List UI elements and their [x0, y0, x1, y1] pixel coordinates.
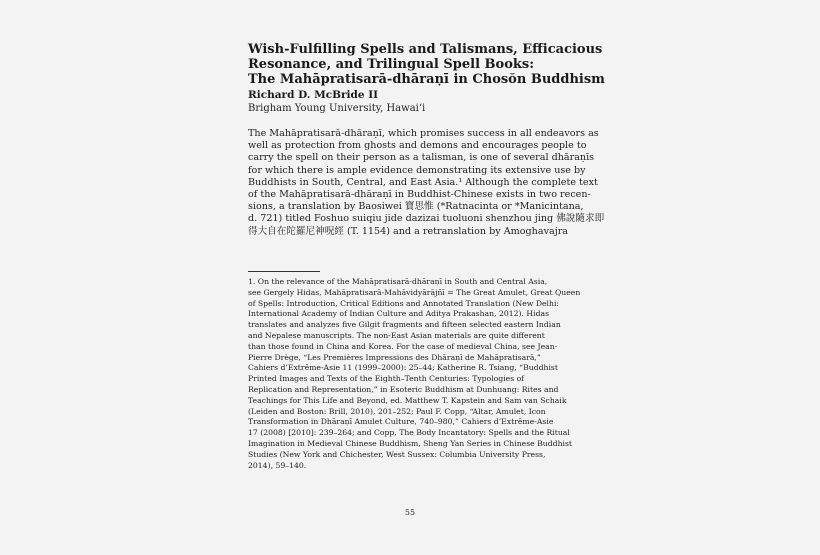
footnote-line: Pierre Drège, “Les Premières Impressions des Dhāraṇī de Mahāpratisarā,” — [248, 352, 541, 362]
author-affiliation: Brigham Young University, Hawai‘i — [248, 103, 426, 114]
footnote-line: Transformation in Dhāraṇī Amulet Culture, 740–980,” Cahiers d’Extrême-Asie — [248, 417, 554, 427]
footnote-line: International Academy of Indian Culture and Aditya Prakashan, 2012). Hidas — [248, 309, 550, 319]
footnote-line: than those found in China and Korea. For the case of medieval China, see Jean- — [248, 341, 558, 351]
footnote-line: Studies (New York and Chichester, West Sussex: Columbia University Press, — [248, 449, 546, 459]
footnote-line: 17 (2008) [2010]: 239–264; and Copp, The Body Incantatory: Spells and the Ritual — [248, 428, 570, 438]
body-line: for which there is ample evidence demonstrating its extensive use by — [248, 164, 586, 176]
footnote-line: 1. On the relevance of the Mahāpratisarā-dhāraṇī in South and Central Asia, — [248, 277, 548, 286]
footnote-line: Printed Images and Texts of the Eighth–Tenth Centuries: Typologies of — [248, 374, 525, 384]
footnote-line: Teachings for This Life and Beyond, ed. Matthew T. Kapstein and Sam van Schaik — [248, 395, 567, 405]
body-line: of the Mahāpratisarā-dhāraṇī in Buddhist-Chinese exists in two recen- — [248, 188, 591, 200]
title-line-2: Resonance, and Trilingual Spell Books: — [248, 57, 534, 72]
article-title — [248, 42, 605, 87]
body-text — [248, 128, 605, 238]
footnote-divider — [248, 271, 320, 272]
body-line: well as protection from ghosts and demons and encourages people to — [248, 140, 587, 152]
body-line: Buddhists in South, Central, and East Asia.¹ Although the complete text — [248, 176, 598, 188]
body-line: d. 721) titled Foshuo suiqiu jide dazizai tuoluoni shenzhou jing 佛說隨求即 — [248, 213, 605, 225]
footnote-line: Cahiers d’Extrême-Asie 11 (1999–2000): 25–44; Katherine R. Tsiang, “Buddhist — [248, 363, 558, 373]
author-name: Richard D. McBride II — [248, 89, 379, 101]
title-line-3: The Mahāpratisarā-dhāraṇī in Chosŏn Buddhism — [248, 72, 605, 87]
page-number: 55 — [404, 508, 416, 517]
footnote-line: and Nepalese manuscripts. The non-East Asian materials are quite different — [248, 330, 545, 340]
body-line: carry the spell on their person as a talisman, is one of several dhāraṇīs — [248, 152, 595, 164]
body-line: The Mahāpratisarā-dhāraṇī, which promises success in all endeavors as — [248, 128, 599, 139]
footnote-line: (Leiden and Boston: Brill, 2010), 201–252; Paul F. Copp, “Altar, Amulet, Icon — [248, 406, 546, 416]
footnote-line: see Gergely Hidas, Mahāpratisarā-Mahāvidyārājñī = The Great Amulet, Great Queen — [248, 287, 581, 297]
footnote-line: of Spells: Introduction, Critical Editions and Annotated Translation (New Delhi: — [248, 298, 560, 308]
body-line: 得大自在陀羅尼神呪經 (T. 1154) and a retranslation by Amoghavajra — [248, 225, 568, 237]
title-line-1: Wish-Fulfilling Spells and Talismans, Efficacious — [248, 42, 603, 57]
footnote-line: Imagination in Medieval Chinese Buddhism, Sheng Yan Series in Chinese Buddhist — [248, 438, 573, 448]
footnote-line: 2014), 59–140. — [248, 460, 307, 470]
body-line: sions, a translation by Baosiwei 寶思惟 (*Ratnacinta or *Manicintana, — [248, 201, 584, 213]
footnote-line: translates and analyzes five Gilgit fragments and fifteen selected eastern Indian — [248, 320, 561, 330]
footnotes — [248, 277, 582, 471]
footnote-line: Replication and Representation,” in Esoteric Buddhism at Dunhuang: Rites and — [248, 384, 559, 394]
